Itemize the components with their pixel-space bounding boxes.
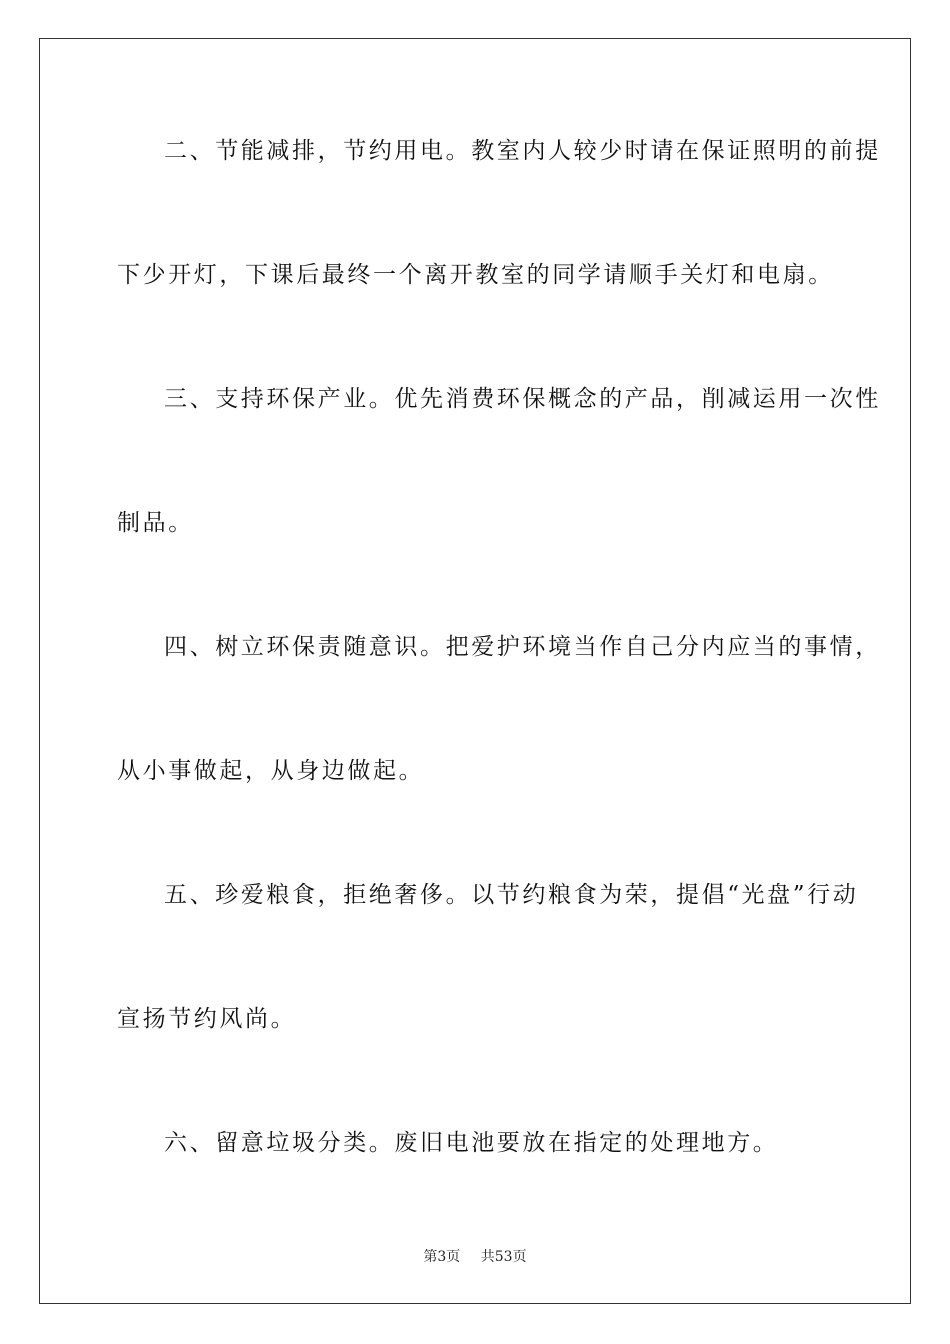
page-footer: [0, 1246, 950, 1266]
page-border: [39, 38, 911, 1304]
paragraph-3-line-1: 三、支持环保产业。优先消费环保概念的产品，削减运用一次性: [164, 386, 881, 412]
total-pages: 共53页: [480, 1249, 527, 1265]
paragraph-6-line-1: 六、留意垃圾分类。废旧电池要放在指定的处理地方。: [164, 1130, 779, 1156]
paragraph-3-line-2: 制品。: [117, 510, 194, 536]
paragraph-5-line-1: 五、珍爱粮食，拒绝奢侈。以节约粮食为荣，提倡“光盘”行动: [164, 882, 859, 908]
paragraph-5-line-2: 宣扬节约风尚。: [117, 1006, 297, 1032]
paragraph-2-line-1: 二、节能减排，节约用电。教室内人较少时请在保证照明的前提: [164, 138, 881, 164]
paragraph-2-line-2: 下少开灯，下课后最终一个离开教室的同学请顺手关灯和电扇。: [117, 262, 834, 288]
page-number: 第3页: [423, 1249, 461, 1265]
paragraph-4-line-1: 四、树立环保责随意识。把爱护环境当作自己分内应当的事情，: [164, 634, 881, 660]
paragraph-4-line-2: 从小事做起，从身边做起。: [117, 758, 425, 784]
